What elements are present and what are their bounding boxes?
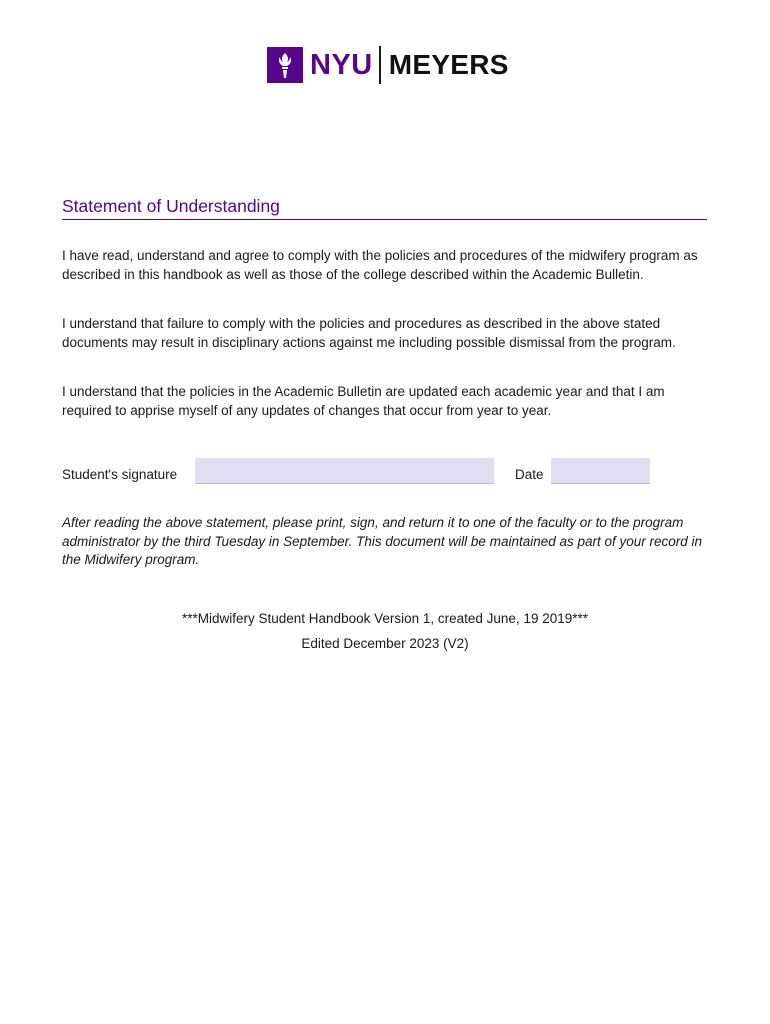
torch-icon (267, 47, 303, 83)
nyu-meyers-logo (267, 45, 509, 85)
date-field[interactable] (551, 458, 650, 484)
edited-line: Edited December 2023 (V2) (301, 636, 469, 651)
paragraph-compliance: I understand that failure to comply with the policies and procedures as described in the above stated documents may result in disciplinary actions against me including possible dismissal from the program. (62, 316, 676, 350)
signature-label: Student's signature (62, 467, 178, 482)
logo-meyers-text: MEYERS (388, 49, 509, 80)
logo-nyu-text: NYU (310, 49, 373, 81)
signature-row (62, 458, 662, 484)
signature-field[interactable] (195, 458, 494, 484)
date-label: Date (515, 467, 544, 482)
logo-divider (379, 46, 381, 84)
paragraph-agreement: I have read, understand and agree to comply with the policies and procedures of the midwifery program as described in this handbook as well as those of the college described within the Academic Bulletin. (62, 248, 698, 282)
section-title: Statement of Understanding (62, 195, 707, 220)
version-line: ***Midwifery Student Handbook Version 1, created June, 19 2019*** (181, 611, 588, 626)
paragraph-bulletin: I understand that the policies in the Academic Bulletin are updated each academic year and that I am required to apprise myself of any updates of changes that occur from year to year. (62, 384, 665, 418)
instructions-text: After reading the above statement, please print, sign, and return it to one of the faculty or to the program administrator by the third Tuesday in September. This document will be maintained as part of your record in the Midwifery program. (62, 515, 703, 567)
